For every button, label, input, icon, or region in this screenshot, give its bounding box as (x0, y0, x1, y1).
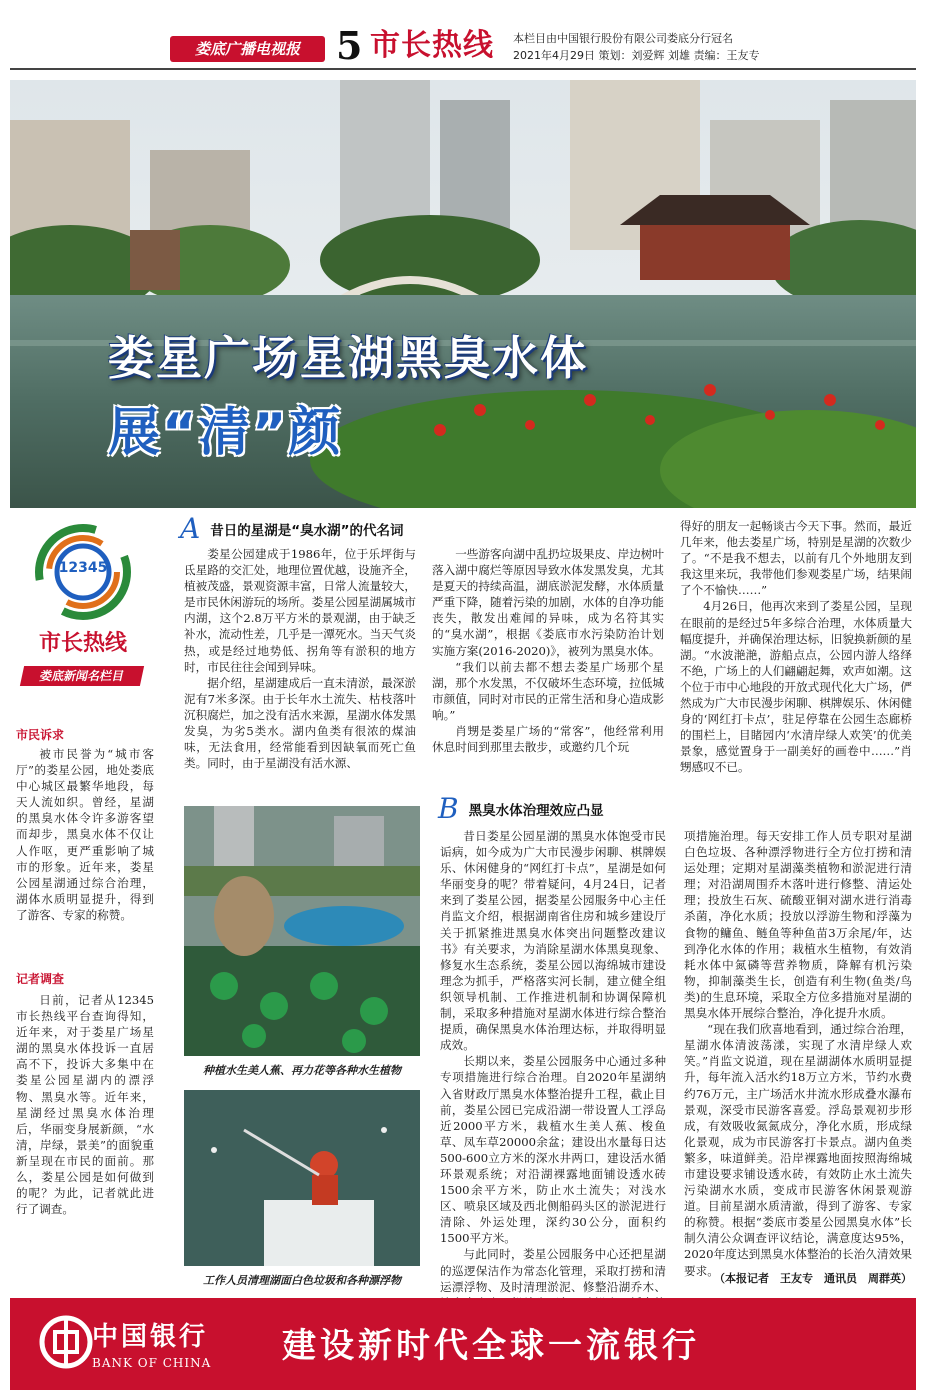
caption-cleanup: 工作人员清理湖面白色垃圾和各种漂浮物 (203, 1274, 401, 1287)
section-a-heading (180, 512, 600, 545)
paragraph: 据介绍，星湖建成后一直未清淤，最深淤泥有7米多深。由于长年水土流失、枯枝落叶沉积腐烂，加之没有活水来源，星湖水体发黑发臭，为劣5类水。湖内鱼类有很浓的煤油味，无法食用，经常能看到因缺氧而死亡鱼类。同时，由于星湖没有活水源、 (184, 675, 416, 771)
paragraph: 肖甥是娄星广场的“常客”，他经常利用休息时间到那里去散步，或邀约几个玩 (432, 724, 664, 755)
paragraph: 与此同时，娄星公园服务中心还把星湖的巡逻保洁作为常态化管理，采取打捞和清运漂浮物、及时清理淤泥、修整沿湖乔木、 (440, 1247, 666, 1294)
paragraph: 昔日娄星公园星湖的黑臭水体饱受市民诟病，如今成为广大市民漫步闲聊、棋牌娱乐、休闲健身的“网红打卡点”，星湖是如何华丽变身的呢？带着疑问，4月24日，记者来到了娄星公园，据娄星公园服务中心主任肖监文介绍，根据湖南省住房和城乡建设厅关于抓紧推进黑臭水体突出问题整改建议书》有关要求，为消除星湖水体黑臭现象、修复水生态系统，娄星公园以海绵城市建设理念为抓手，严格落实河长制，建立健全组织领导机制、工作推进机制和协调保障机制，采取多种措施对星湖水体进行综合整治提质，确保黑臭水体治理达标，并取得明显成效。 (440, 829, 666, 1053)
header-rule (10, 68, 916, 70)
paragraph: “我们以前去都不想去娄星广场那个星湖，那个水发黑，不仅破坏生态环境，拉低城市颜值，同时对市民的正常生活和身心造成影响。” (432, 659, 664, 722)
section-a-col1 (184, 546, 416, 771)
bank-name: 中国银行 (92, 1322, 209, 1352)
bank-name-en: BANK OF CHINA (92, 1356, 212, 1370)
paragraph: “现在我们欣喜地看到，通过综合治理，星湖水体清波荡漾，实现了水清岸绿人欢笑。”肖监文说道，现在星湖湖体水质明显提升，每年流入活水约18万立方米，节约水费约76万元，主广场活水井流水形成叠水瀑布景观，深受市民游客喜爱。浮岛景观初步形成，有效吸收氮氮成分，净化水质，形成绿化景观，成为市民游客打卡景点。湖内鱼类繁多，味道鲜美。沿岸裸露地面按照海绵城市建设要求铺设透水砖，有效防止水土流失污染湖水水质，变成市民游客休闲景观游道。目前星湖水质清澈，得到了游客、专家的称赞。根据“娄底市娄星公园黑臭水体”长制久清公众调查评议结论，满意度达95%，2020年度达到黑臭水体整治的长治久清效果要求。 (684, 1022, 912, 1278)
probe-heading: 记者调查 (16, 972, 65, 986)
paragraph: 项措施治理。每天安排工作人员专职对星湖白色垃圾、各种漂浮物进行全方位打捞和清运处理；定期对星湖藻类植物和淤泥进行清理；对沿湖周围乔木落叶进行修整、清运处理；投放生石灰、硫酸亚铜对湖水进行消毒杀菌，净化水质；投放以浮游生物和浮藻为食物的鳙鱼、鲢鱼等种鱼苗3万余尾/年，达到净化水体的作用；栽植水生植物，有效消耗水体中氮磷等营养物质，降解有机污染物，抑制藻类生长，创造有利生物(鱼类/鸟类)的生息环境，采取全方位多措施对星湖的黑臭水体开展综合整治，净化提升水质。 (684, 829, 912, 1021)
section-b-title: 黑臭水体治理效应凸显 (468, 803, 604, 819)
cleanup-photo (184, 1090, 420, 1266)
section-a-letter: A (180, 512, 201, 545)
bank-slogan: 建设新时代全球一流银行 (282, 1326, 700, 1366)
section-a-title: 昔日的星湖是“臭水湖”的代名词 (210, 523, 404, 539)
headline-line2: 展“清”颜 (108, 403, 343, 463)
paragraph: 得好的朋友一起畅谈古今天下事。然而，最近几年来，他去娄星广场，特别是星湖的次数少了。“不是我不想去，以前有几个外地朋友到我这里来玩，我带他们参观娄星广场，结果闹了个不愉快……” (680, 519, 912, 598)
paragraph: 娄星公园建成于1986年，位于乐坪街与氐星路的交汇处，地理位置优越，设施齐全，植被茂盛，景观资源丰富，日常人流量较大，是市民休闲游玩的场所。娄星公园星湖属城市内湖，这个2.8万平方米的景观湖，由于缺乏补水，流动性差，几乎是一潭死水。当天气炎热，或是经过地势低、拐角等有淤积的地方时，市民往往会闻到异味。 (184, 547, 416, 674)
date-editor-line: 2021年4月29日 策划：刘爱辉 刘雄 责编：王友专 (513, 49, 760, 62)
cleanup-photo-illustration (184, 1090, 420, 1266)
paragraph: 4月26日，他再次来到了娄星公园，呈现在眼前的是经过5年多综合治理，水体质量大幅度提升，并确保治理达标，旧貌换新颜的星湖。“水波滟滟，游船点点，公园内游人络绎不绝，广场上的人们翩翩起舞，欢声如潮。这个位于市中心地段的开放式现代化大广场，俨然成为广大市民漫步闲聊、棋牌娱乐、休闲健身的‘网红打卡点’，驻足停靠在公园生态廊桥的围栏上，目睹园内‘水清岸绿人欢笑’的优美景象，感觉置身于一副美好的画卷中……”肖甥感叹不已。 (680, 599, 912, 775)
probe-text: 日前，记者从12345市长热线平台查询得知，近年来，对于娄星广场星湖的黑臭水体投诉一直居高不下，投诉大多集中在娄星公园星湖内的漂浮物、黑臭水等。近年来，星湖经过黑臭水体治理后，华丽变身展新颜，“水清，岸绿，景美”的面貌重新呈现在市民的面前。那么，娄星公园是如何做到的呢？为此，记者就此进行了调查。 (16, 993, 154, 1217)
hotline-logo (28, 522, 138, 682)
section-b-letter: B (438, 792, 459, 825)
station-badge: 娄底广播电视报 (170, 36, 325, 62)
appeal-heading: 市民诉求 (16, 728, 65, 742)
hotline-number: 12345 (58, 560, 108, 576)
section-a-col2 (432, 546, 664, 755)
hotline-title: 市长热线 (38, 631, 127, 656)
caption-planting: 种植水生美人蕉、再力花等各种水生植物 (203, 1064, 401, 1077)
sponsor-line: 本栏目由中国银行股份有限公司娄底分行冠名 (513, 32, 733, 45)
planting-photo-illustration (184, 806, 420, 1056)
section-b-heading (438, 792, 718, 825)
hotline-subtitle: 娄底新闻名栏目 (20, 666, 144, 686)
paragraph: 一些游客向湖中乱扔垃圾果皮、岸边树叶落入湖中腐烂等原因导致水体发黑发臭，尤其是夏天的持续高温，湖底淤泥发酵，水体质量严重下降，随着污染的加剧，水体的自净功能丧失，散发出难闻的异味，成为名符其实的“臭水湖”，根据《娄底市水污染防治计划实施方案(2016-2020)》，被列为黑臭水体。 (432, 547, 664, 658)
byline: （本报记者 王友专 通讯员 周群英） (714, 1272, 912, 1285)
section-b-col2 (684, 828, 912, 1279)
bank-logo-icon (38, 1314, 94, 1370)
appeal-text: 被市民誉为“城市客厅”的娄星公园，地处娄底中心城区最繁华地段，每天人流如织。曾经，星湖的黑臭水体令许多游客望而却步，黑臭水体不仅让人作呕，更严重影响了城市的形象。近年来，娄星公园星湖通过综合治理，湖体水质明显提升，得到了游客、专家的称赞。 (16, 747, 154, 922)
planting-photo (184, 806, 420, 1056)
paragraph: 长期以来，娄星公园服务中心通过多种专项措施进行综合治理。自2020年星湖纳入省财政厅黑臭水体整治提升工程，截止目前，娄星公园已完成沿湖一带设置人工浮岛近2000平方米，栽植水生美人蕉、梭鱼草、凤车草20000余盆；建设出水量每日达500-600立方米的深水井两口，建设活水循环景观系统；对沿湖裸露地面铺设透水砖1500余平方米，防止水土流失；对浅水区、喷泉区域及西北侧船码头区的淤泥进行清除、外运处理，深约30公分，面积约1500平方米。 (440, 1054, 666, 1246)
page-number: 5 (336, 23, 363, 68)
section-a-col3 (680, 518, 912, 776)
page-header (0, 0, 926, 80)
headline-line1: 娄星广场星湖黑臭水体 (108, 331, 588, 385)
section-b-col1 (440, 828, 666, 1327)
column-name: 市长热线 (370, 28, 494, 63)
